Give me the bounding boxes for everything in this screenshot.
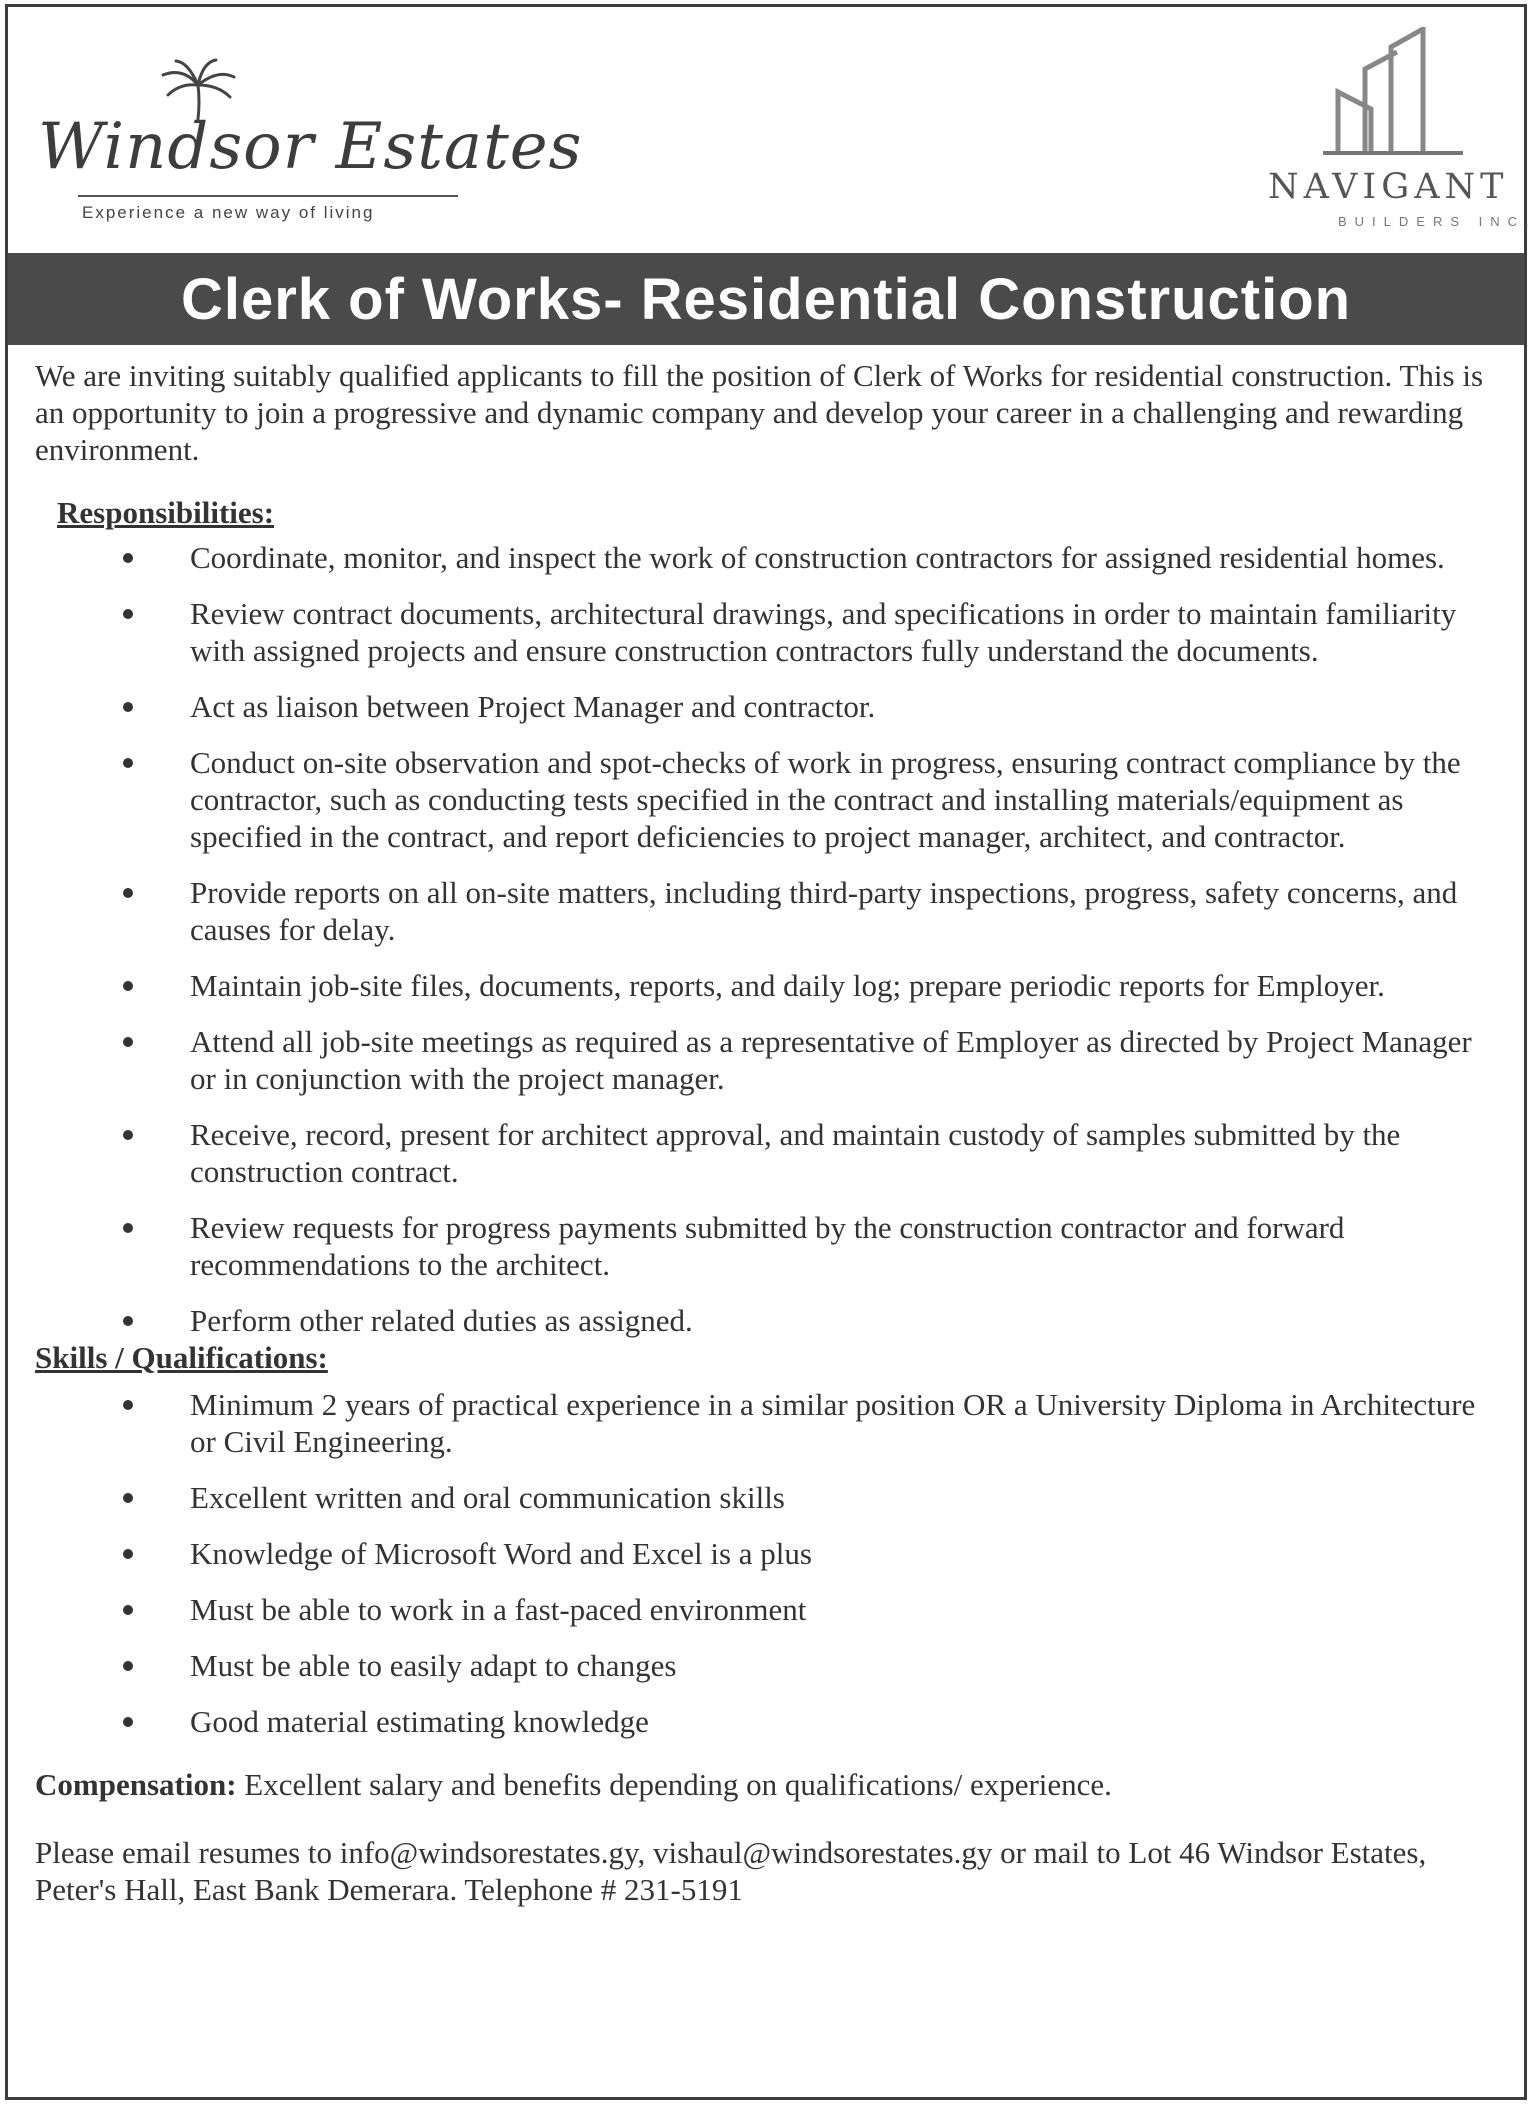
list-item <box>35 1386 1505 1460</box>
list-item <box>35 539 1505 576</box>
list-item-text: Must be able to easily adapt to changes <box>190 1648 677 1683</box>
list-item <box>35 688 1505 725</box>
list-item-text: Attend all job-site meetings as required as a representative of Employer as directed by Project Manager or in conjunction with the project manager. <box>190 1024 1472 1096</box>
windsor-estates-wordmark: Windsor Estates <box>38 110 583 184</box>
page-title: Clerk of Works- Residential Construction <box>180 266 1352 332</box>
title-banner <box>8 253 1524 345</box>
list-item-text: Review requests for progress payments submitted by the construction contractor and forward recommendations to the architect. <box>190 1210 1345 1282</box>
bullet-icon <box>123 1223 133 1233</box>
bullet-icon <box>123 609 133 619</box>
list-item-text: Knowledge of Microsoft Word and Excel is a plus <box>190 1536 812 1571</box>
list-item-text: Must be able to work in a fast-paced environment <box>190 1592 807 1627</box>
page-frame <box>5 4 1537 2100</box>
bullet-icon <box>123 1400 133 1410</box>
list-item <box>35 1209 1505 1283</box>
list-item-text: Perform other related duties as assigned. <box>190 1303 693 1338</box>
list-item <box>35 1023 1505 1097</box>
list-item <box>35 967 1505 1004</box>
header <box>8 7 1537 253</box>
compensation-text: Excellent salary and benefits depending on qualifications/ experience. <box>244 1767 1112 1802</box>
intro-paragraph: We are inviting suitably qualified applicants to fill the position of Clerk of Works for residential construction. This is an opportunity to join a progressive and dynamic company and develop your career in a challenging and rewarding environment. <box>35 358 1484 467</box>
bullet-icon <box>123 1549 133 1559</box>
contact-paragraph: Please email resumes to info@windsorestates.gy, vishaul@windsorestates.gy or mail to Lot 46 Windsor Estates, Peter's Hall, East Bank Demerara. Telephone # 231-5191 <box>35 1835 1427 1907</box>
list-item <box>35 1302 1505 1339</box>
list-item-text: Coordinate, monitor, and inspect the work of construction contractors for assigned residential homes. <box>190 540 1445 575</box>
list-item-text: Minimum 2 years of practical experience in a similar position OR a University Diploma in Architecture or Civil Engineering. <box>190 1387 1476 1459</box>
navigant-wordmark: NAVIGANT <box>1268 167 1509 207</box>
list-item-text: Review contract documents, architectural drawings, and specifications in order to maintain familiarity with assigned projects and ensure construction contractors fully understand the documents. <box>190 596 1457 668</box>
list-item-text: Excellent written and oral communication skills <box>190 1480 785 1515</box>
responsibilities-heading: Responsibilities: <box>57 495 275 530</box>
list-item <box>35 595 1505 669</box>
bullet-icon <box>123 888 133 898</box>
responsibilities-list <box>35 539 1505 1339</box>
list-item <box>35 1479 1505 1516</box>
list-item <box>35 1591 1505 1628</box>
navigant-subtitle: BUILDERS INC. <box>1338 214 1537 229</box>
bullet-icon <box>123 981 133 991</box>
logo-divider <box>78 195 458 197</box>
ad-body <box>35 357 1505 1939</box>
list-item <box>35 744 1505 855</box>
list-item <box>35 1535 1505 1572</box>
list-item <box>35 1703 1505 1740</box>
list-item-text: Receive, record, present for architect approval, and maintain custody of samples submitted by the construction contract. <box>190 1117 1401 1189</box>
windsor-estates-logo <box>38 62 583 232</box>
bullet-icon <box>123 1717 133 1727</box>
list-item-text: Good material estimating knowledge <box>190 1704 649 1739</box>
list-item <box>35 1116 1505 1190</box>
skills-heading: Skills / Qualifications: <box>35 1340 328 1375</box>
compensation-label: Compensation: <box>35 1767 237 1802</box>
list-item-text: Conduct on-site observation and spot-checks of work in progress, ensuring contract compliance by the contractor, such as conducting tests specified in the contract and installing materials/equipment as specified in the contract, and report deficiencies to project manager, architect, and contractor. <box>190 745 1461 854</box>
list-item-text: Act as liaison between Project Manager and contractor. <box>190 689 876 724</box>
bullet-icon <box>123 758 133 768</box>
list-item <box>35 1647 1505 1684</box>
bullet-icon <box>123 702 133 712</box>
bullet-icon <box>123 1605 133 1615</box>
bullet-icon <box>123 1037 133 1047</box>
bullet-icon <box>123 553 133 563</box>
compensation-paragraph <box>35 1766 1505 1803</box>
navigant-logo <box>1258 27 1537 237</box>
windsor-tagline: Experience a new way of living <box>82 203 375 222</box>
bullet-icon <box>123 1493 133 1503</box>
skills-list <box>35 1386 1505 1740</box>
bullet-icon <box>123 1661 133 1671</box>
bullet-icon <box>123 1316 133 1326</box>
building-outline-icon <box>1313 27 1473 157</box>
bullet-icon <box>123 1130 133 1140</box>
list-item-text: Provide reports on all on-site matters, including third-party inspections, progress, safety concerns, and causes for delay. <box>190 875 1458 947</box>
list-item-text: Maintain job-site files, documents, reports, and daily log; prepare periodic reports for Employer. <box>190 968 1385 1003</box>
list-item <box>35 874 1505 948</box>
